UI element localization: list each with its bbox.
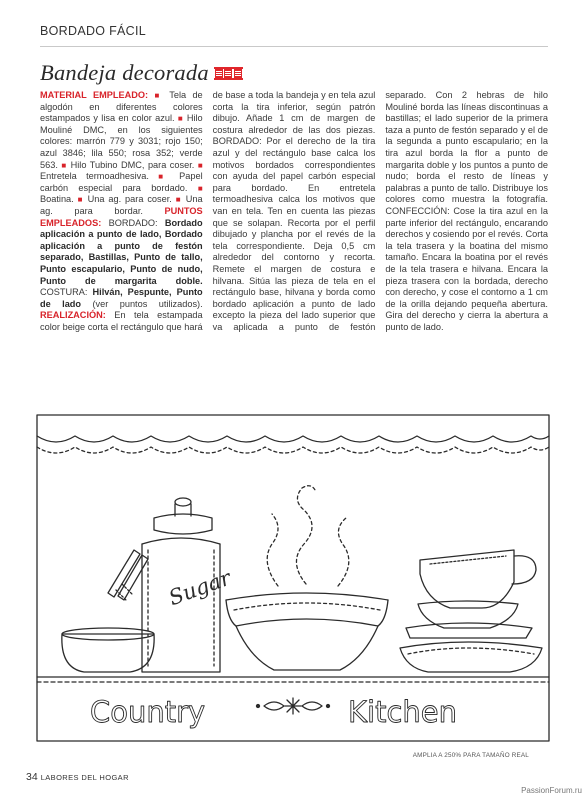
- confeccion-label: CONFECCIÓN:: [385, 205, 450, 216]
- red-bullet-icon: ■: [197, 160, 203, 170]
- page-number: 34: [26, 771, 38, 783]
- red-bullet-icon: ■: [154, 91, 164, 100]
- section-label: BORDADO FÁCIL: [40, 24, 146, 38]
- mortar-icon: [62, 550, 154, 672]
- scalloped-edge: [37, 436, 549, 442]
- watermark: PassionForum.ru: [521, 786, 582, 795]
- flower-ornament-icon: [257, 698, 330, 714]
- confeccion-text: Cose la tira azul en la parte inferior del rectángulo, encarando derechos y cosiendo por el revés. Corta la tela trasera y la boatina del mismo tamaño. Encara la boatina por el revés de la tela trasera e hilvana. Encara la pieza trasera con la bordada, derecho con derecho, y cose el contorno a 1 cm de la orilla dejando pequeña abertura. Gira del derecho y cierra la abertura a punto de lado.: [385, 205, 548, 332]
- material-item: Hilo Mouliné DMC, en los siguientes colores: marrón 779 y 3031; rojo 150; azul 3846; lila 550; rosa 352; verde 563.: [40, 113, 203, 170]
- bowl-icon: [226, 593, 388, 670]
- thread-spools-icon: [215, 68, 242, 79]
- material-list: [40, 90, 203, 216]
- red-bullet-icon: ■: [175, 195, 182, 205]
- material-heading: MATERIAL EMPLEADO:: [40, 90, 149, 100]
- puntos-heading: PUNTOS EMPLEADOS:: [40, 205, 203, 228]
- folio: [26, 771, 129, 783]
- red-bullet-icon: ■: [77, 195, 84, 205]
- material-item: Una ag. para bordar.: [40, 194, 203, 216]
- magazine-name: LABORES DEL HOGAR: [40, 773, 129, 782]
- red-bullet-icon: ■: [158, 172, 170, 182]
- pattern-caption: AMPLIA A 250% PARA TAMAÑO REAL: [412, 752, 529, 759]
- cups-stack-icon: [400, 550, 542, 672]
- bordado-label: BORDADO:: [108, 217, 158, 228]
- scalloped-edge-stitch: [37, 447, 549, 453]
- material-item: Papel carbón especial para bordado.: [40, 171, 203, 193]
- red-bullet-icon: ■: [177, 114, 184, 124]
- costura-label: COSTURA:: [40, 287, 88, 298]
- pattern-frame: [37, 415, 549, 741]
- sugar-label: Sugar: [165, 565, 234, 611]
- bordado-stitches: Bordado aplicación a punto de lado, Bordado aplicación a punto de festón separado, Bastillas, Punto de tallo, Punto escapulario, Punto de nudo, Punto de margarita doble.: [40, 217, 203, 286]
- banner-word-kitchen: Kitchen: [348, 695, 457, 729]
- material-item: Una ag. para coser.: [87, 194, 172, 205]
- material-item: Tela de algodón en diferentes colores estampados y lisa en color azul.: [40, 90, 203, 124]
- article-body: [40, 90, 548, 333]
- red-bullet-icon: ■: [197, 183, 203, 193]
- material-item: Entretela termoadhesiva.: [40, 171, 149, 182]
- costura-stitches: Hilván, Pespunte, Punto de lado: [40, 287, 203, 309]
- realizacion-text: En tela estampada color beige corta el rectángulo que hará de base a toda la bandeja y en tela azul corta la tira inferior, según patrón dibujo. Añade 1 cm de margen de costura alrededor de las dos piezas. BORDADO: Por el derecho de la tira azul y del rectángulo base calca los motivos bordados correspondientes con ayuda del papel carbón especial para bordado. En entretela termoadhesiva calca los motivos que van en tela. Ten en cuenta las piezas que se solapan. Recorta por el perfil dibujado y plancha por el revés de la tela correspondiente. Deja 0,5 cm alrededor del contorno y recorta. Remete el margen de costura e hilvana. Sitúa las pieza de tela en el rectángulo base, hilvana y borda como bordado aplicación a punto de lado excepto la pieza del lado superior que va aplicada a punto de festón separado. Con 2 hebras de hilo Mouliné borda las líneas discontinuas a bastillas; el lado superior de la primera taza a punto de festón separado y el de la segunda a punto escapulario; en la tira azul borda la flor a punto de margarita doble y los puntos a punto de nudo; borda el resto de líneas y palabras a punto de tallo. Distribuye los colores como muestra la fotografía.: [40, 90, 548, 332]
- realizacion-heading: REALIZACIÓN:: [40, 310, 106, 321]
- banner-word-country: Country: [90, 695, 206, 729]
- top-rule: [40, 46, 548, 47]
- red-bullet-icon: ■: [61, 160, 68, 170]
- embroidery-pattern: [36, 414, 552, 746]
- steam-icon: [267, 486, 349, 586]
- material-item: Boatina.: [40, 194, 74, 205]
- material-item: Hilo Tubino DMC, para coser.: [70, 159, 195, 170]
- article-title: Bandeja decorada: [40, 60, 209, 85]
- costura-note: (ver puntos utilizados).: [92, 298, 203, 309]
- title-row: [40, 60, 242, 86]
